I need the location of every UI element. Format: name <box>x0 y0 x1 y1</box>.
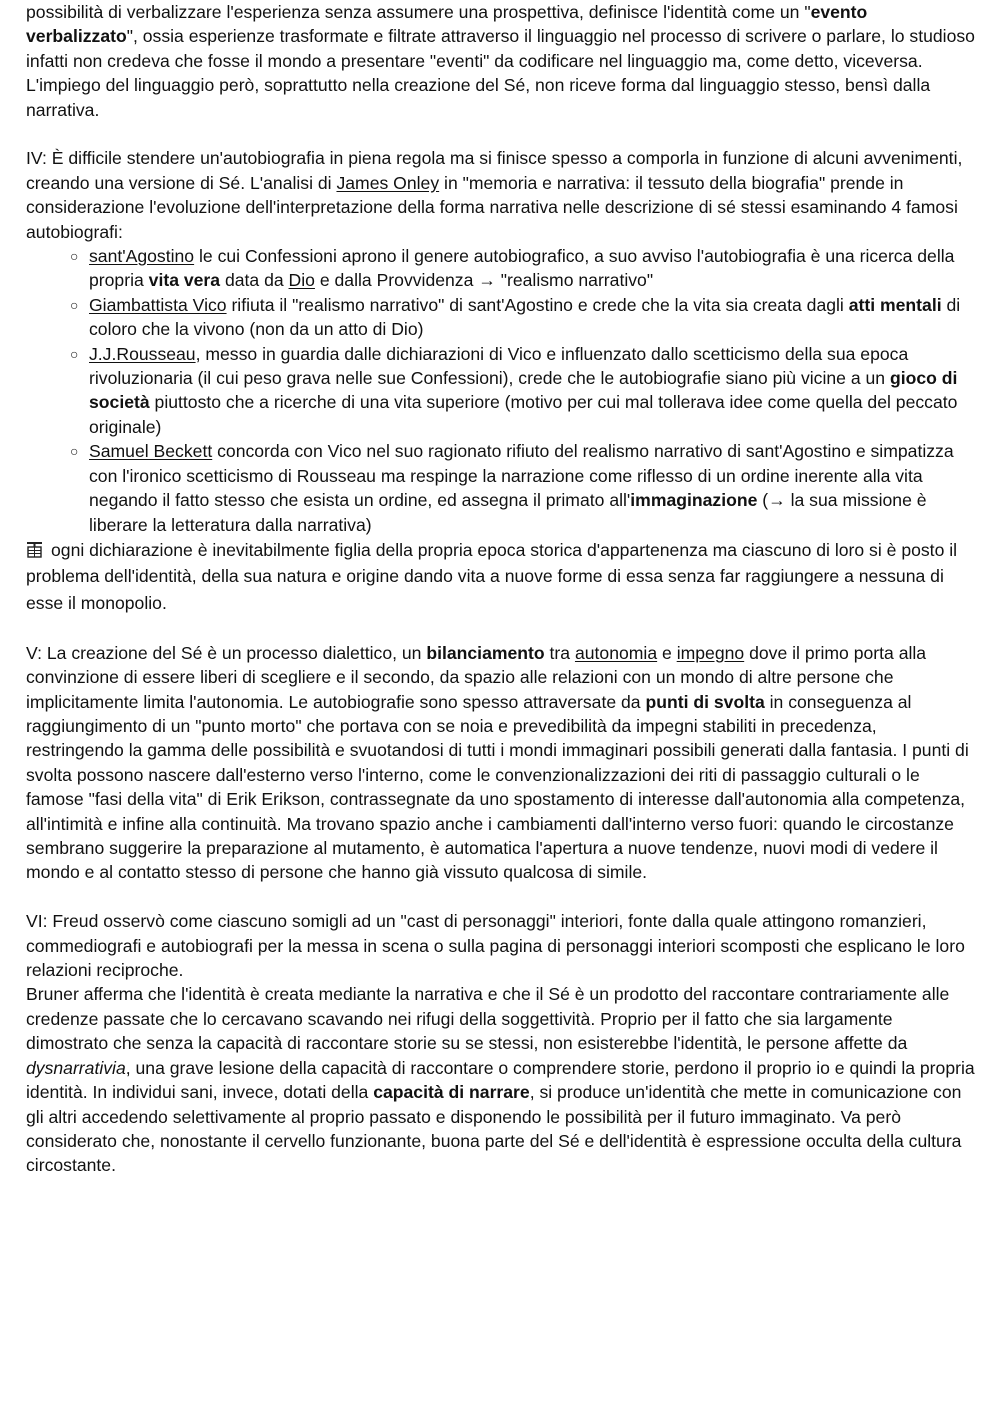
spacer <box>26 122 976 146</box>
paragraph-v <box>26 641 976 885</box>
bullet-icon: ○ <box>70 443 79 460</box>
link-sant-agostino[interactable]: sant'Agostino <box>89 246 195 267</box>
link-giambattista-vico[interactable]: Giambattista Vico <box>89 294 227 315</box>
weight-scale-icon <box>26 541 43 558</box>
link-autonomia[interactable]: autonomia <box>574 642 658 663</box>
list-item <box>70 293 976 342</box>
text: dove il primo porta alla convinzione di essere liberi di scegliere e il secondo, da spazio alle relazioni con un mondo di altre persone che implicitamente limita l'autonomia. Le autobiografie sono spesso attraversate da <box>26 642 927 712</box>
text: e dalla Provvidenza → "realismo narrativo" <box>314 270 654 291</box>
text: rifiuta il "realismo narrativo" di sant'Agostino e crede che la vita sia creata dagli <box>226 294 849 315</box>
link-impegno[interactable]: impegno <box>676 642 745 663</box>
list-item <box>70 244 976 293</box>
bold-term: gioco di società <box>89 368 958 413</box>
bold-term: evento verbalizzato <box>26 2 868 47</box>
text: Bruner afferma che l'identità è creata mediante la narrativa e che il Sé è un prodotto del raccontare contrariamente alle credenze passate che lo cercavano scavando nei rifugi della soggettività. Proprio per il fatto che sia largamente dimostrato che senza la capacità di raccontare storie su se stessi, non esisterebbe l'identità, le persone affette da <box>26 984 950 1054</box>
text: , si produce un'identità che mette in comunicazione con gli altri accedendo selettivamente al proprio passato e disponendo le possibilità per il futuro immaginato. Va però considerato che, nonostante il cervello funzionante, buona parte del Sé e dell'identità è espressione occulta della cultura circostante. <box>26 1082 962 1176</box>
italic-term: dysnarrativia <box>26 1057 126 1078</box>
bold-term: vita vera <box>148 270 221 291</box>
bold-term: immaginazione <box>630 490 758 511</box>
bold-term: capacità di narrare <box>373 1082 530 1103</box>
link-james-onley[interactable]: James Onley <box>336 172 440 193</box>
text: di coloro che la vivono (non da un atto di Dio) <box>89 294 961 340</box>
text: in conseguenza al raggiungimento di un "punto morto" che portava con se noia e prevedibilità da impegni stabiliti in precedenza, restringendo la gamma delle possibilità e svuotandosi di tutti i mondi immaginari possibili generati dalla fantasia. I punti di svolta possono nascere dall'esterno verso l'interno, come le convenzionalizzazioni dei riti di passaggio culturali o le famose "fasi della vita" di Erik Erikson, contrassegnate da uno spostamento di interesse dall'autonomia alla competenza, all'intimità e infine alla continuità. Ma trovano spazio anche i cambiamenti dall'interno verso fuori: quando le circostanze sembrano suggerire la preparazione al mutamento, è automatica l'apertura a nuove tendenze, nuovi modi di vedere il mondo e al contatto stesso di persone che hanno già vissuto qualcosa di simile. <box>26 691 969 883</box>
paragraph-vi <box>26 909 976 982</box>
paragraph-iv <box>26 146 976 244</box>
text: VI: Freud osservò come ciascuno somigli ad un "cast di personaggi" interiori, fonte dalla quale attingono romanzieri, commediografi e autobiografi per la messa in scena o sulla pagina di personaggi interiori scomposti che esplicano le loro relazioni reciproche. <box>26 911 965 981</box>
bullet-icon: ○ <box>70 345 79 362</box>
list-item <box>70 342 976 440</box>
spacer <box>26 885 976 909</box>
link-dio[interactable]: Dio <box>288 270 315 291</box>
paragraph-bruner <box>26 982 976 1177</box>
spacer <box>26 616 976 640</box>
bullet-icon: ○ <box>70 296 79 313</box>
text: ogni dichiarazione è inevitabilmente figlia della propria epoca storica d'appartenenza ma ciascuno di loro si è posto il problema dell'identità, della sua natura e origine dando vita a nuove forme di essa senza far raggiungere a nessuna di esse il monopolio. <box>26 539 958 613</box>
list-item <box>70 439 976 537</box>
autobiographers-list <box>26 244 976 537</box>
link-samuel-beckett[interactable]: Samuel Beckett <box>89 441 213 462</box>
text: , messo in guardia dalle dichiarazioni di Vico e influenzato dallo scetticismo della sua epoca rivoluzionaria (il cui peso grava nelle sue Confessioni), crede che le autobiografie siano più vicine a un <box>89 343 909 389</box>
text: data da <box>220 270 289 291</box>
text: concorda con Vico nel suo ragionato rifiuto del realismo narrativo di sant'Agostino e simpatizza con l'ironico scetticismo di Rousseau ma respinge la narrazione come riflesso di un ordine inerente alla vita negando il fatto stesso che esista un ordine, ed assegna il primato all' <box>89 441 954 511</box>
paragraph-conclusion <box>26 537 976 617</box>
text: piuttosto che a ricerche di una vita superiore (motivo per cui mal tollerava idee come quella del peccato originale) <box>89 392 958 437</box>
text: (→ la sua missione è liberare la letteratura dalla narrativa) <box>89 490 927 535</box>
bold-term: punti di svolta <box>645 691 765 712</box>
text: tra <box>544 642 575 663</box>
link-rousseau[interactable]: J.J.Rousseau <box>89 343 196 364</box>
text: , una grave lesione della capacità di raccontare o comprendere storie, perdono il proprio io e quindi la propria identità. In individui sani, invece, dotati della <box>26 1057 975 1103</box>
paragraph-intro <box>26 0 976 122</box>
text: IV: È difficile stendere un'autobiografia in piena regola ma si finisce spesso a comporla in funzione di alcuni avvenimenti, creando una versione di Sé. L'analisi di <box>26 148 963 193</box>
bullet-icon: ○ <box>70 248 79 265</box>
text: V: La creazione del Sé è un processo dialettico, un <box>26 642 427 663</box>
document-page <box>26 0 976 1178</box>
text: ", ossia esperienze trasformate e filtrate attraverso il linguaggio nel processo di scrivere o parlare, lo studioso infatti non credeva che fosse il mondo a presentare "eventi" da codificare nel linguaggio ma, come detto, viceversa. L'impiego del linguaggio però, soprattutto nella creazione del Sé, non riceve forma dal linguaggio stesso, bensì dalla narrativa. <box>26 26 975 120</box>
text: le cui Confessioni aprono il genere autobiografico, a suo avviso l'autobiografia è una ricerca della propria <box>89 246 955 291</box>
text: e <box>657 642 677 663</box>
text: in "memoria e narrativa: il tessuto della biografia" prende in considerazione l'evoluzione dell'interpretazione della forma narrativa nelle descrizione di sé stessi esaminando 4 famosi autobiografi: <box>26 172 958 242</box>
bold-term: atti mentali <box>848 294 942 315</box>
text: possibilità di verbalizzare l'esperienza senza assumere una prospettiva, definisce l'identità come un " <box>26 2 811 22</box>
bold-term: bilanciamento <box>426 642 545 663</box>
